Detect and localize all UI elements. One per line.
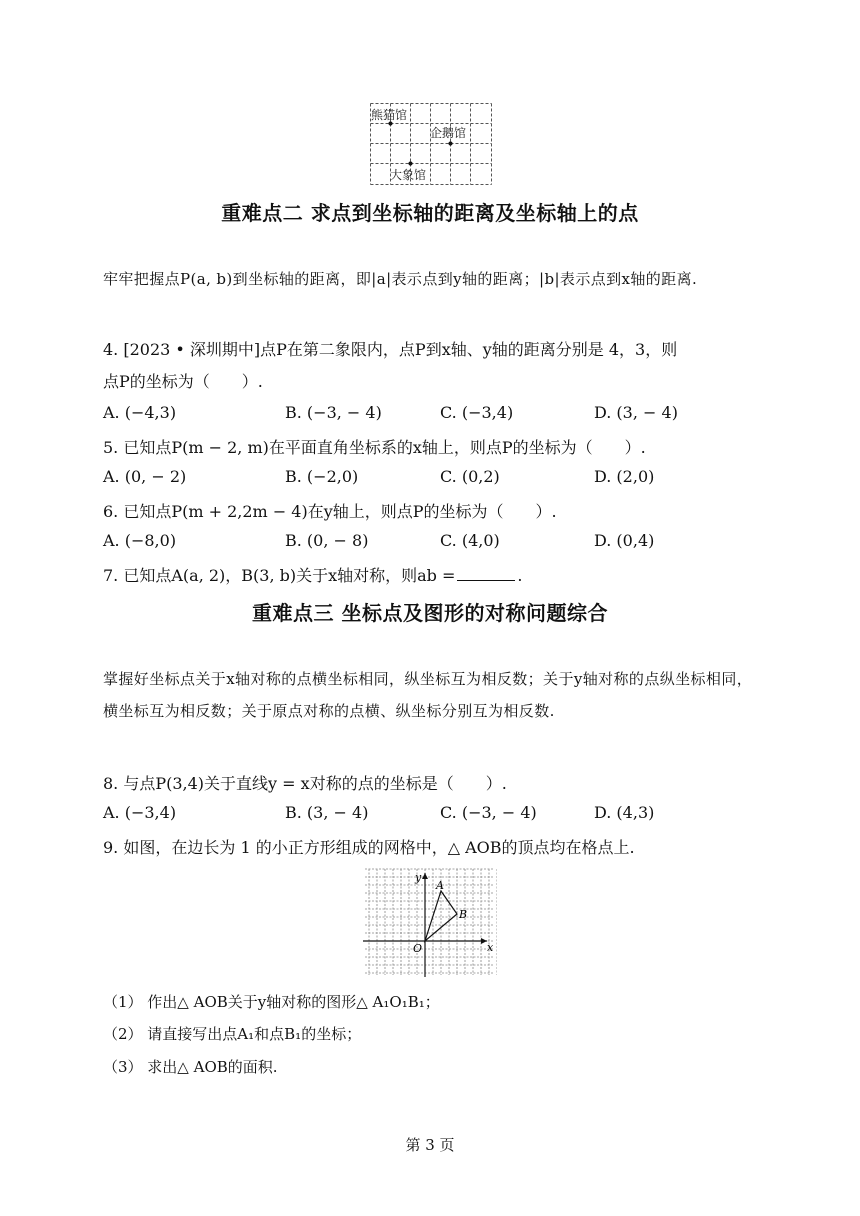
q5-option-a: A. (0, − 2) bbox=[103, 467, 187, 486]
question-4-line-1: 4. [2023 • 深圳期中]点P在第二象限内，点P到x轴、y轴的距离分别是 4，3，则 bbox=[103, 340, 678, 359]
q8-option-a: A. (−3,4) bbox=[103, 803, 177, 822]
question-9-part-2: （2） 请直接写出点A₁和点B₁的坐标； bbox=[103, 1025, 362, 1043]
point-b-label: B bbox=[459, 908, 468, 921]
q8-option-d: D. (4,3) bbox=[594, 803, 655, 822]
panda-point bbox=[389, 122, 393, 126]
question-5: 5. 已知点P(m − 2, m)在平面直角坐标系的x轴上，则点P的坐标为（ ）. bbox=[103, 438, 646, 457]
question-9-part-3: （3） 求出△ AOB的面积. bbox=[103, 1058, 278, 1076]
y-axis-arrow bbox=[422, 873, 428, 879]
elephant-label: 大象馆 bbox=[390, 168, 427, 182]
point-a-label: A bbox=[436, 879, 444, 892]
section-note-2: 牢牢把握点P(a, b)到坐标轴的距离，即|a|表示点到y轴的距离；|b|表示点到x轴的距离. bbox=[103, 270, 698, 288]
q5-option-c: C. (0,2) bbox=[440, 467, 500, 486]
elephant-point bbox=[409, 162, 413, 166]
question-7-period: . bbox=[517, 566, 523, 585]
question-9-part-1: （1） 作出△ AOB关于y轴对称的图形△ A₁O₁B₁； bbox=[103, 993, 440, 1011]
q4-option-b: B. (−3, − 4) bbox=[285, 403, 382, 422]
question-6: 6. 已知点P(m + 2,2m − 4)在y轴上，则点P的坐标为（ ）. bbox=[103, 502, 557, 521]
section-title-3: 重难点三 坐标点及图形的对称问题综合 bbox=[252, 601, 608, 625]
page-number: 第 3 页 bbox=[405, 1136, 455, 1154]
question-7-text: 7. 已知点A(a, 2)，B(3, b)关于x轴对称，则ab = bbox=[103, 566, 456, 585]
q6-option-a: A. (−8,0) bbox=[103, 531, 177, 550]
q6-option-d: D. (0,4) bbox=[594, 531, 655, 550]
q4-option-a: A. (−4,3) bbox=[103, 403, 177, 422]
penguin-label: 企鹅馆 bbox=[430, 126, 467, 140]
question-7 bbox=[103, 563, 523, 586]
zoo-map-figure bbox=[370, 103, 492, 185]
q4-option-d: D. (3, − 4) bbox=[594, 403, 678, 422]
y-axis-label: y bbox=[415, 871, 422, 884]
question-4-line-2: 点P的坐标为（ ）. bbox=[103, 372, 263, 391]
question-9: 9. 如图，在边长为 1 的小正方形组成的网格中，△ AOB的顶点均在格点上. bbox=[103, 838, 635, 857]
x-axis-label: x bbox=[487, 941, 494, 954]
answer-blank[interactable] bbox=[457, 579, 515, 581]
section-note-3: 掌握好坐标点关于x轴对称的点横坐标相同，纵坐标互为相反数；关于y轴对称的点纵坐标相同，横坐标互为相反数；关于原点对称的点横、纵坐标分别互为相反数. bbox=[103, 670, 753, 720]
q8-option-b: B. (3, − 4) bbox=[285, 803, 369, 822]
q6-option-c: C. (4,0) bbox=[440, 531, 500, 550]
origin-label: O bbox=[413, 942, 423, 955]
section-title-2: 重难点二 求点到坐标轴的距离及坐标轴上的点 bbox=[221, 201, 639, 225]
penguin-point bbox=[449, 142, 453, 146]
q8-option-c: C. (−3, − 4) bbox=[440, 803, 537, 822]
q5-option-b: B. (−2,0) bbox=[285, 467, 359, 486]
q5-option-d: D. (2,0) bbox=[594, 467, 655, 486]
triangle-grid-figure bbox=[363, 867, 497, 977]
panda-label: 熊猫馆 bbox=[371, 108, 408, 122]
q4-option-c: C. (−3,4) bbox=[440, 403, 514, 422]
q6-option-b: B. (0, − 8) bbox=[285, 531, 369, 550]
question-8: 8. 与点P(3,4)关于直线y = x对称的点的坐标是（ ）. bbox=[103, 774, 507, 793]
